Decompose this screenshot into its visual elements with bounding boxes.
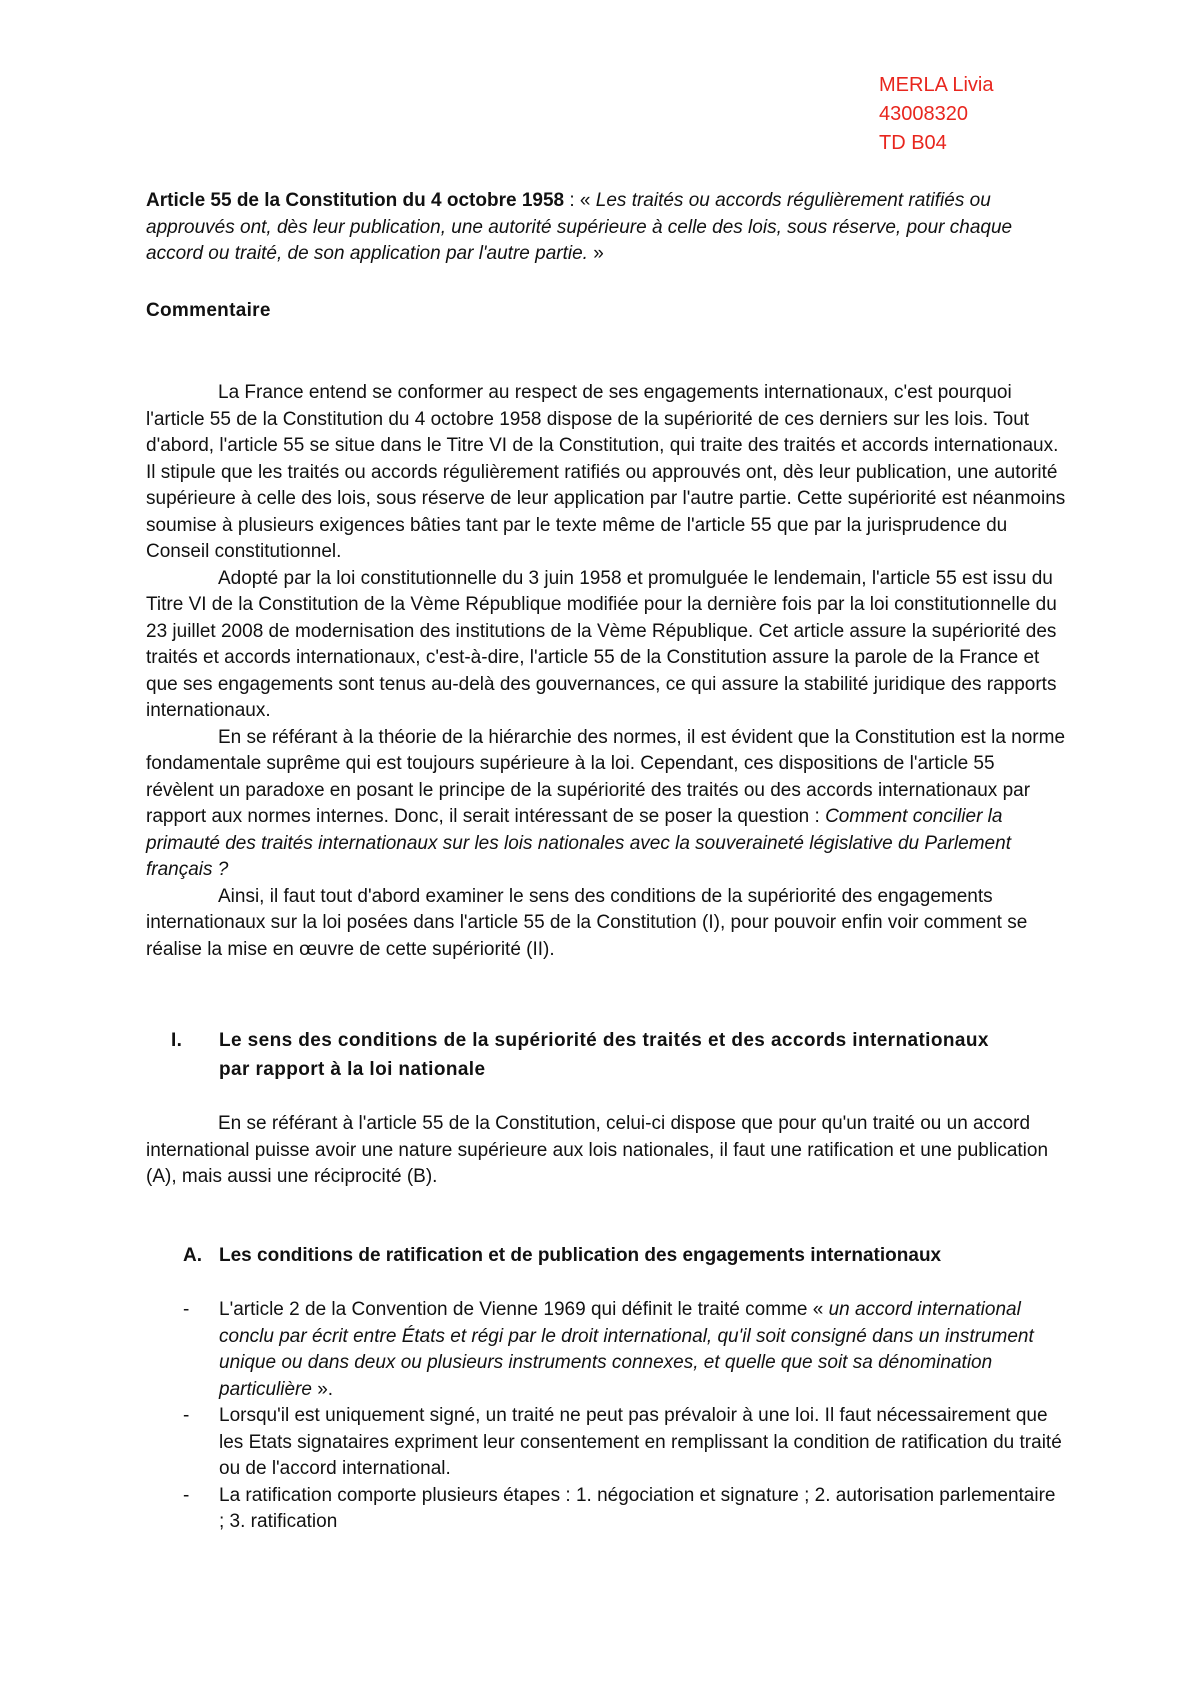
bullet-2-text: Lorsqu'il est uniquement signé, un traité ne peut pas prévaloir à une loi. Il faut nécessairement que les Etats signataires expriment leur consentement en remplissant la condition de ratification du traité ou de l'accord international. [219,1405,1062,1479]
part-1-intro [146,1111,1066,1191]
intro-paragraph-3 [146,725,1066,884]
article-text: Les traités ou accords régulièrement ratifiés ou approuvés ont, dès leur publication, une autorité supérieure à celle des lois, sous réserve, pour chaque accord ou traité, de son application par l'autre partie. [146,190,1013,264]
td-group: TD B04 [879,132,947,154]
intro-paragraph-2: Adopté par la loi constitutionnelle du 3 juin 1958 et promulguée le lendemain, l'article 55 est issu du Titre VI de la Constitution de la Vème République modifiée pour la dernière fois par la loi constitutionnelle du 23 juillet 2008 de modernisation des institutions de la Vème République. Cet article assure la supériorité des traités et accords internationaux, c'est-à-dire, l'article 55 de la Constitution assure la parole de la France et que ses engagements sont tenus au-delà des gouvernances, ce qui assure la stabilité juridique des rapports internationaux. [146,567,1057,721]
bullet-3-text: La ratification comporte plusieurs étapes : 1. négociation et signature ; 2. autorisation parlementaire ; 3. ratification [219,1484,1056,1532]
intro-paragraph-1: La France entend se conformer au respect de ses engagements internationaux, c'est pourquoi l'article 55 de la Constitution du 4 octobre 1958 dispose de la supériorité de ces derniers sur les lois. Tout d'abord, l'article 55 se situe dans le Titre VI de la Constitution, qui traite des traités et accords internationaux. Il stipule que les traités ou accords régulièrement ratifiés ou approuvés ont, dès leur publication, une autorité supérieure à celle des lois, sous réserve de leur application par l'autre partie. Cette supériorité est néanmoins soumise à plusieurs exigences bâties tant par le texte même de l'article 55 que par la jurisprudence du Conseil constitutionnel. [146,382,1066,562]
bullet-1-end: ». [311,1378,334,1400]
part-1-intro-paragraph: En se référant à l'article 55 de la Constitution, celui-ci dispose que pour qu'un traité ou un accord international puisse avoir une nature supérieure aux lois nationales, il faut une ratification et une publication (A), mais aussi une réciprocité (B). [146,1113,1049,1187]
section-a-bullet-list [146,1297,1066,1536]
article-separator: : « [564,190,596,211]
list-item [146,1403,1066,1483]
bullet-dash: - [183,1484,190,1506]
section-a-title: Les conditions de ratification et de publication des engagements internationaux [219,1245,942,1266]
commentary-title: Commentaire [146,300,271,321]
problem-question: Comment concilier la primauté des traités internationaux sur les lois nationales avec la souveraineté législative du Parlement français ? [146,806,1011,880]
part-1-number: I. [171,1030,183,1051]
list-item [146,1483,1066,1536]
article-quote [146,188,1066,268]
student-id: 43008320 [879,103,968,125]
bullet-1-text: L'article 2 de la Convention de Vienne 1969 qui définit le traité comme « [219,1299,829,1320]
article-close: » [587,243,604,264]
intro-paragraph-4: Ainsi, il faut tout d'abord examiner le sens des conditions de la supériorité des engagements internationaux sur la loi posées dans l'article 55 de la Constitution (I), pour pouvoir enfin voir comment se réalise la mise en œuvre de cette supériorité (II). [146,885,1028,960]
intro-paragraph-3-text: En se référant à la théorie de la hiérarchie des normes, il est évident que la Constitution est la norme fondamentale suprême qui est toujours supérieure à la loi. Cependant, ces dispositions de l'article 55 révèlent un paradoxe en posant le principe de la supériorité des traités ou des accords internationaux par rapport aux normes internes. Donc, il serait intéressant de se poser la question : [146,726,1066,827]
author-name: MERLA Livia [879,74,994,96]
commentary-introduction [146,380,1066,963]
bullet-1-quote: un accord international conclu par écrit entre États et régi par le droit international, qu'il soit consigné dans un instrument unique ou dans deux ou plusieurs instruments connexes, et quelle que soit sa dénomination particulière [219,1299,1034,1400]
section-a-number: A. [183,1245,202,1266]
part-1-title: Le sens des conditions de la supériorité des traités et des accords internationaux par rapport à la loi nationale [219,1030,989,1080]
article-reference: Article 55 de la Constitution du 4 octobre 1958 [146,190,565,211]
bullet-dash: - [183,1405,190,1426]
list-item [146,1297,1066,1403]
bullet-dash: - [183,1299,190,1320]
author-block [879,71,994,158]
